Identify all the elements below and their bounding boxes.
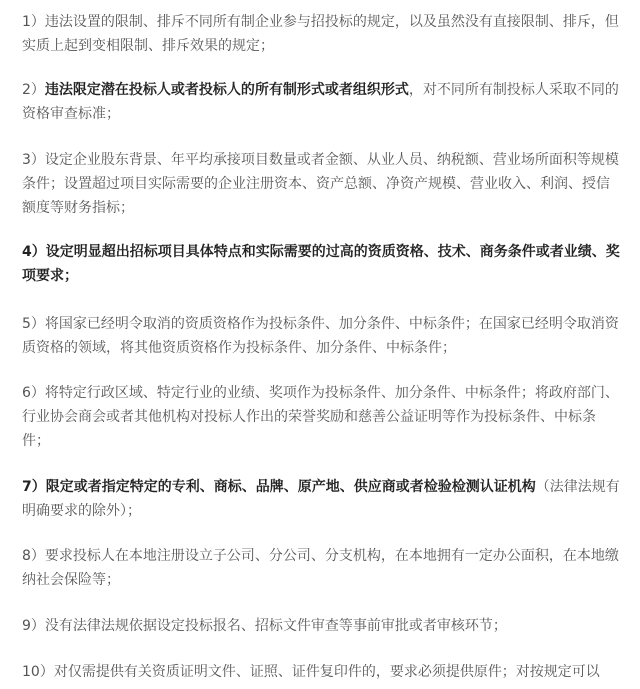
list-item-7 bbox=[22, 475, 622, 523]
item-7-bold-text: 限定或者指定特定的专利、商标、品牌、原产地、供应商或者检验检测认证机构 bbox=[45, 479, 536, 495]
list-item-4 bbox=[22, 240, 622, 288]
item-3-text: 3）设定企业股东背景、年平均承接项目数量或者金额、从业人员、纳税额、营业场所面积等规模条件；设置超过项目实际需要的企业注册资本、资产总额、净资产规模、营业收入、利润、授信额度等财务指标； bbox=[22, 152, 619, 216]
item-4-bold-text: 设定明显超出招标项目具体特点和实际需要的过高的资质资格、技术、商务条件或者业绩、奖项要求； bbox=[22, 244, 620, 284]
item-1-text: 1）违法设置的限制、排斥不同所有制企业参与招投标的规定，以及虽然没有直接限制、排斥，但实质上起到变相限制、排斥效果的规定； bbox=[22, 14, 619, 54]
item-8-text: 8）要求投标人在本地注册设立子公司、分公司、分支机构，在本地拥有一定办公面积，在本地缴纳社会保险等； bbox=[22, 548, 619, 588]
item-9-text: 9）没有法律法规依据设定投标报名、招标文件审查等事前审批或者审核环节； bbox=[22, 618, 507, 634]
item-7-rest-text: （法律法规有明确要求的除外）； bbox=[22, 479, 620, 519]
list-item-1 bbox=[22, 10, 622, 58]
item-5-text: 5）将国家已经明令取消的资质资格作为投标条件、加分条件、中标条件；在国家已经明令取消资质资格的领域，将其他资质资格作为投标条件、加分条件、中标条件； bbox=[22, 316, 619, 356]
list-item-6 bbox=[22, 381, 622, 453]
list-item-10 bbox=[22, 660, 622, 684]
item-2-rest-text: ，对不同所有制投标人采取不同的资格审查标准； bbox=[22, 82, 619, 122]
item-10-text: 10）对仅需提供有关资质证明文件、证照、证件复印件的，要求必须提供原件；对按规定可以 bbox=[22, 664, 600, 680]
item-2-bold-text: 违法限定潜在投标人或者投标人的所有制形式或者组织形式 bbox=[44, 82, 409, 98]
list-item-2 bbox=[22, 78, 622, 126]
item-2-prefix: 2） bbox=[22, 82, 45, 98]
list-item-3 bbox=[22, 148, 622, 220]
item-4-prefix: 4） bbox=[22, 244, 46, 260]
list-item-9 bbox=[22, 614, 622, 638]
item-6-text: 6）将特定行政区域、特定行业的业绩、奖项作为投标条件、加分条件、中标条件；将政府部门、行业协会商会或者其他机构对投标人作出的荣誉奖励和慈善公益证明等作为投标条件、中标条件； bbox=[22, 385, 619, 449]
list-item-5 bbox=[22, 312, 622, 360]
item-7-prefix: 7） bbox=[22, 479, 46, 495]
list-item-8 bbox=[22, 544, 622, 592]
